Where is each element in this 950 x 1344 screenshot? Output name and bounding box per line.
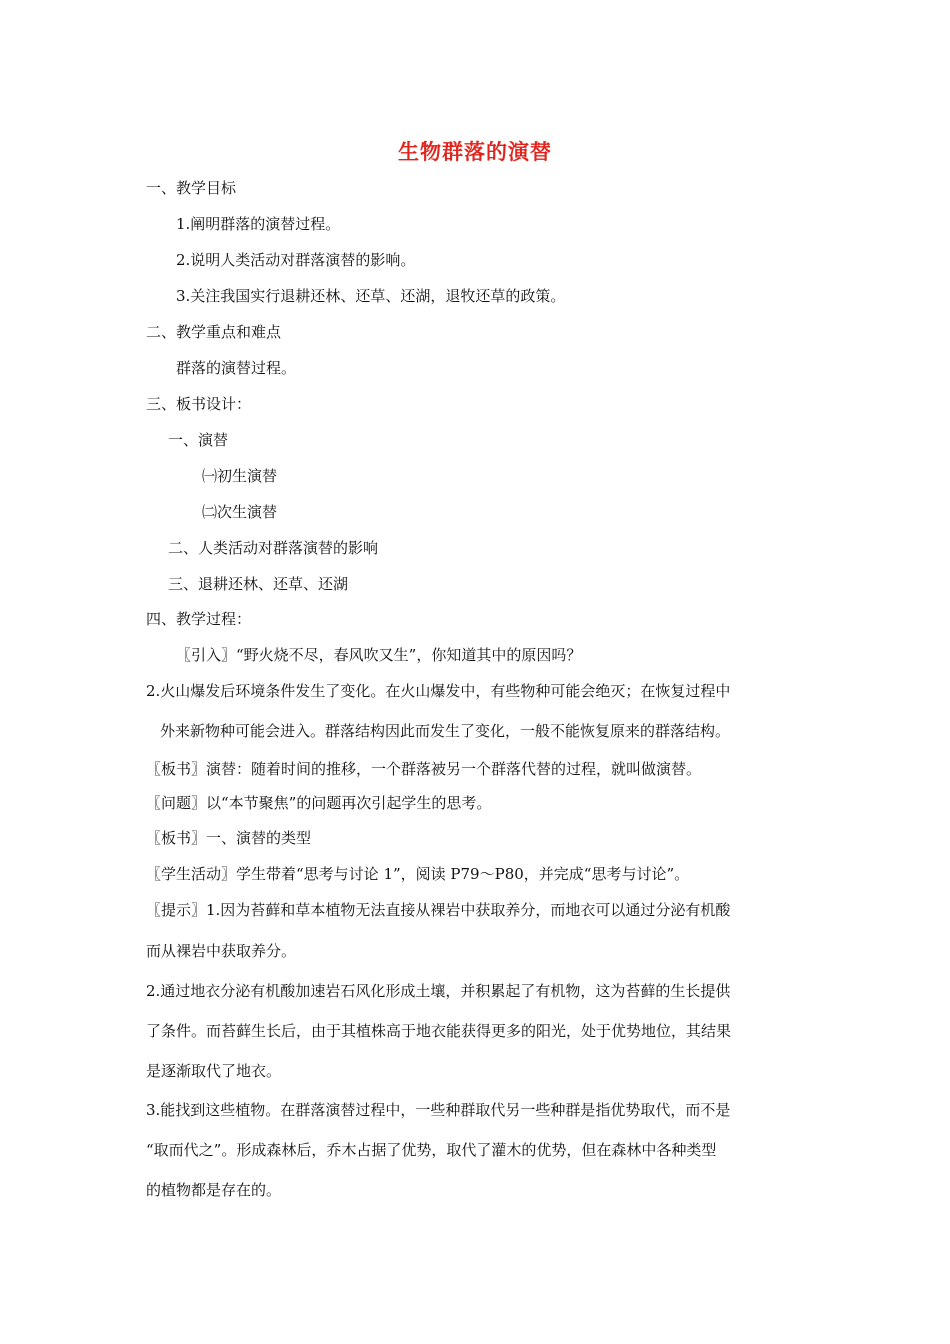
paragraph-line: 〖引入〗“野火烧不尽，春风吹又生”，你知道其中的原因吗？ — [176, 646, 582, 664]
paragraph-line: 是逐渐取代了地衣。 — [146, 1062, 282, 1080]
paragraph-line: 外来新物种可能会进入。群落结构因此而发生了变化，一般不能恢复原来的群落结构。 — [160, 722, 731, 740]
board-item: 一、演替 — [168, 431, 229, 449]
document-title: 生物群落的演替 — [398, 139, 552, 164]
paragraph-line: 2.通过地衣分泌有机酸加速岩石风化形成土壤，并积累起了有机物，这为苔藓的生长提供 — [146, 982, 731, 1000]
paragraph-line: 了条件。而苔藓生长后，由于其植株高于地衣能获得更多的阳光，处于优势地位，其结果 — [146, 1022, 732, 1040]
paragraph-line: 的植物都是存在的。 — [146, 1181, 282, 1199]
paragraph-line: 〖问题〗以“本节聚焦”的问题再次引起学生的思考。 — [146, 794, 492, 812]
board-item: 二、人类活动对群落演替的影响 — [168, 539, 379, 557]
paragraph-line: 〖板书〗一、演替的类型 — [146, 829, 312, 847]
section-heading-process: 四、教学过程： — [146, 610, 252, 628]
paragraph-line: 〖学生活动〗学生带着“思考与讨论 1”，阅读 P79～P80，并完成“思考与讨论”。 — [146, 865, 690, 883]
paragraph-line: 〖提示〗1.因为苔藓和草本植物无法直接从裸岩中获取养分，而地衣可以通过分泌有机酸 — [146, 901, 731, 919]
board-item: 三、退耕还林、还草、还湖 — [168, 575, 349, 593]
paragraph-line: 〖板书〗演替：随着时间的推移，一个群落被另一个群落代替的过程，就叫做演替。 — [146, 760, 702, 778]
section-heading-objectives: 一、教学目标 — [146, 179, 237, 197]
objective-item: 2.说明人类活动对群落演替的影响。 — [176, 251, 416, 269]
key-point-text: 群落的演替过程。 — [176, 359, 297, 377]
paragraph-line: 而从裸岩中获取养分。 — [146, 942, 297, 960]
board-subitem: ㈠初生演替 — [202, 467, 278, 485]
paragraph-line: “取而代之”。形成森林后，乔木占据了优势，取代了灌木的优势，但在森林中各种类型 — [146, 1141, 717, 1159]
objective-item: 3.关注我国实行退耕还林、还草、还湖，退牧还草的政策。 — [176, 287, 566, 305]
paragraph-line: 2.火山爆发后环境条件发生了变化。在火山爆发中，有些物种可能会绝灭；在恢复过程中 — [146, 682, 731, 700]
section-heading-key-points: 二、教学重点和难点 — [146, 323, 282, 341]
board-subitem: ㈡次生演替 — [202, 503, 278, 521]
section-heading-board-design: 三、板书设计： — [146, 395, 252, 413]
objective-item: 1.阐明群落的演替过程。 — [176, 215, 341, 233]
paragraph-line: 3.能找到这些植物。在群落演替过程中，一些种群取代另一些种群是指优势取代，而不是 — [146, 1101, 731, 1119]
